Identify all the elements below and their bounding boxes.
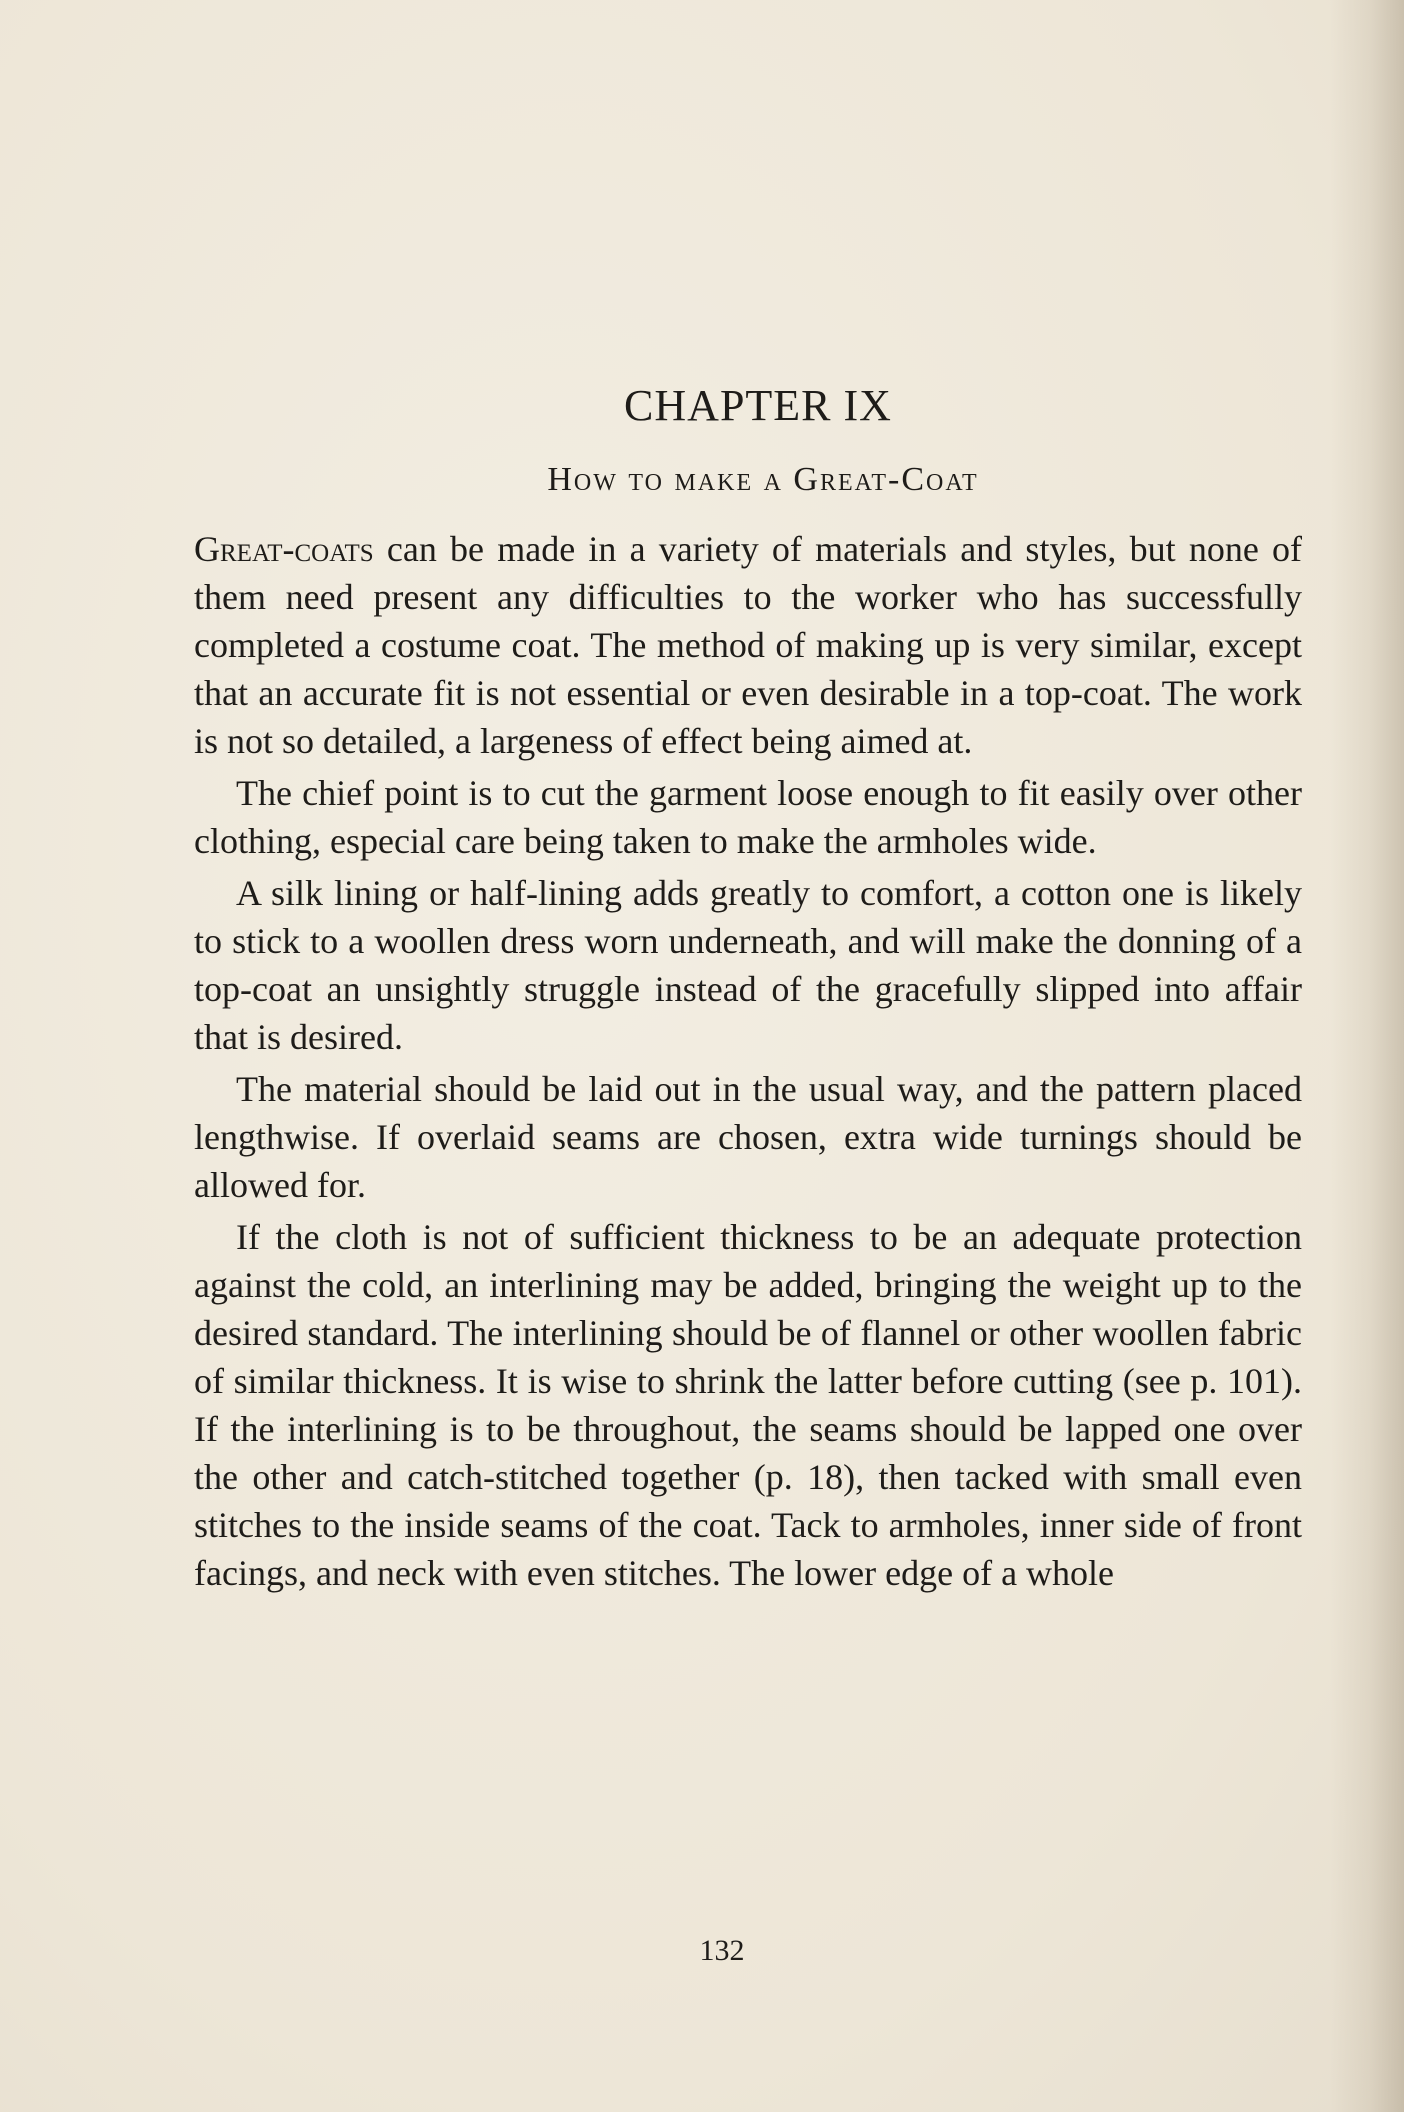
paragraph-4: The material should be laid out in the usual way, and the pattern placed lengthwise. If overlaid seams are chosen, extra wide turnings should be allowed for. xyxy=(194,1069,1302,1205)
chapter-title: CHAPTER IX xyxy=(624,381,892,430)
paragraph-5: If the cloth is not of sufficient thickness to be an adequate protection against the cold, an interlining may be added, bringing the weight up to the desired standard. The interlining should be of flannel or other woollen fabric of similar thickness. It is wise to shrink the latter before cutting (see p. 101). If the interlining is to be throughout, the seams should be lapped one over the other and catch-stitched together (p. 18), then tacked with small even stitches to the inside seams of the coat. Tack to armholes, inner side of front facings, and neck with even stitches. The lower edge of a whole xyxy=(194,1217,1302,1593)
paragraph-lead-word: Great-coats xyxy=(194,529,374,569)
chapter-subtitle xyxy=(194,461,1302,499)
paragraph-1 xyxy=(194,525,1302,765)
paragraph-3: A silk lining or half-lining adds greatly to comfort, a cotton one is likely to stick to a woollen dress worn underneath, and will make the donning of a top-coat an unsightly struggle instead of the gracefully slipped into affair that is desired. xyxy=(194,873,1302,1057)
page-body xyxy=(194,380,1302,1601)
paragraph-1-text: can be made in a variety of materials and styles, but none of them need present any difficulties to the worker who has successfully completed a costume coat. The method of making up is very similar, except that an accurate fit is not essential or even desirable in a top-coat. The work is not so detailed, a largeness of effect being aimed at. xyxy=(194,529,1303,761)
page-number: 132 xyxy=(699,1934,745,1967)
paragraph-2: The chief point is to cut the garment loose enough to fit easily over other clothing, especial care being taken to make the armholes wide. xyxy=(194,773,1302,861)
chapter-subtitle-text: How to make a Great-Coat xyxy=(547,461,979,498)
